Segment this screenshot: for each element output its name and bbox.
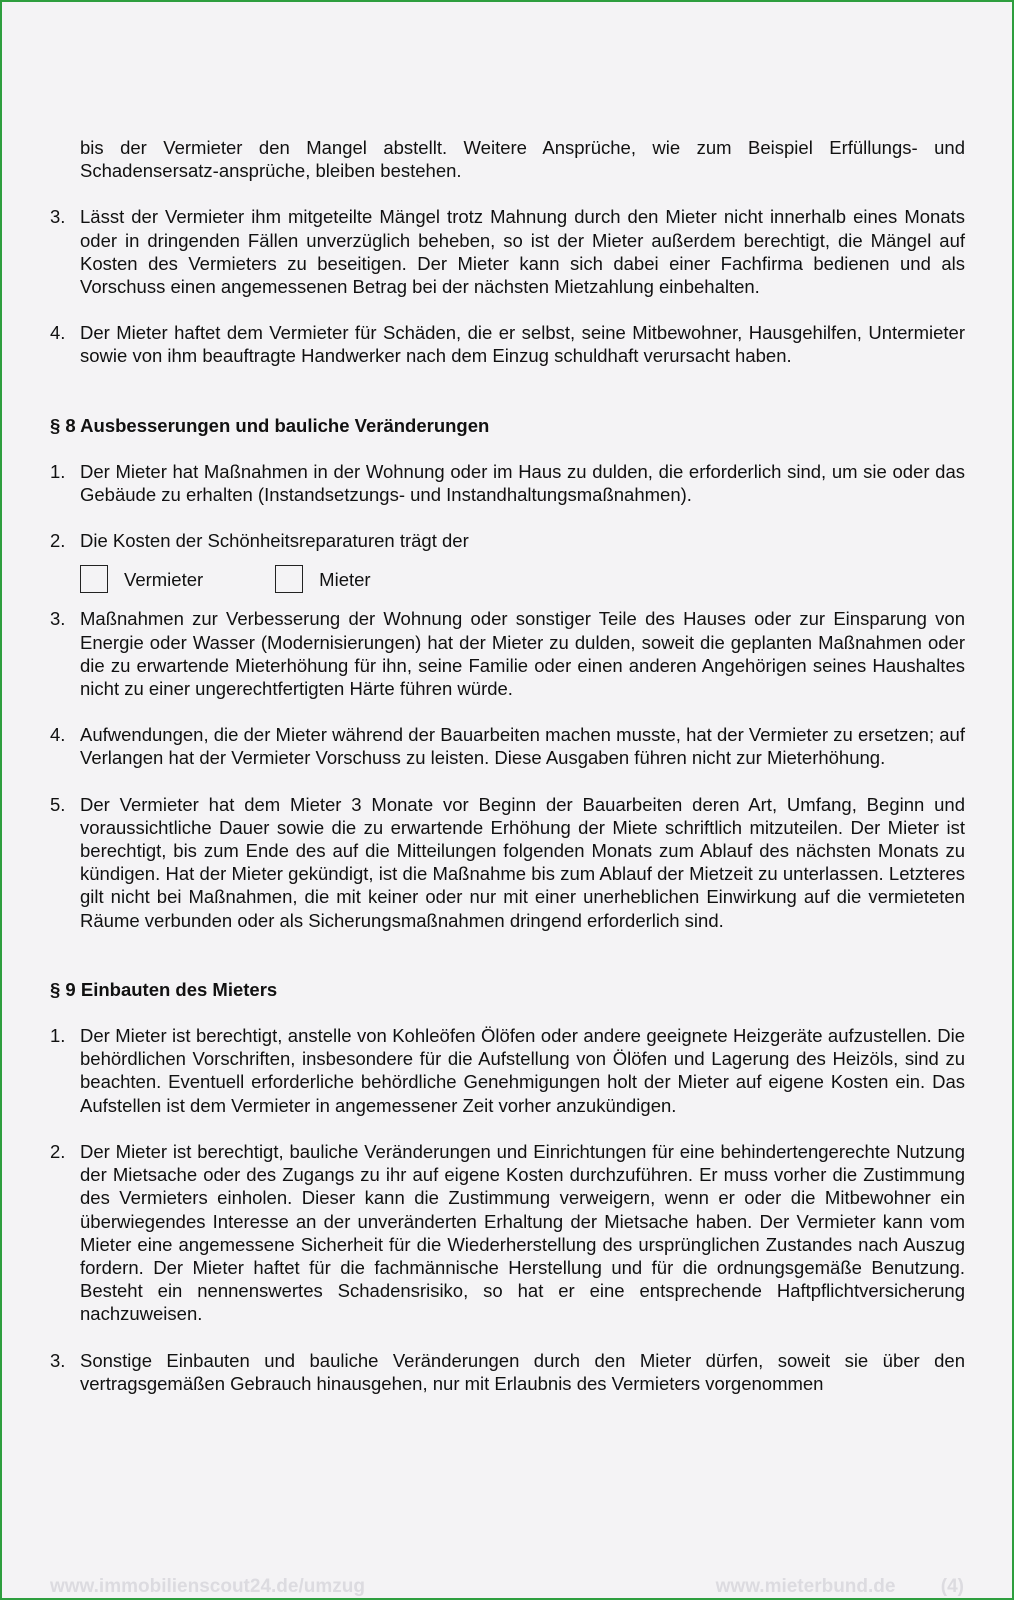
vermieter-label: Vermieter [124, 568, 204, 590]
mieter-checkbox[interactable] [275, 565, 303, 593]
vermieter-checkbox[interactable] [80, 565, 108, 593]
list-item [50, 793, 965, 932]
section-heading-9: § 9 Einbauten des Mieters [50, 978, 278, 1000]
list-text: Die Kosten der Schönheitsreparaturen trägt der [80, 530, 469, 552]
list-text: Aufwendungen, die der Mieter während der Bauarbeiten machen musste, hat der Vermieter zu ersetzen; auf Verlangen hat der Vermieter Vorschuss zu leisten. Diese Ausgaben führen nicht zur Mieterhöhung. [80, 724, 965, 769]
list-item [50, 529, 965, 552]
footer-link-mieterbund[interactable]: www.mieterbund.de [715, 1576, 896, 1597]
list-item [50, 321, 965, 367]
list-number: 1. [50, 460, 66, 482]
continuation-paragraph: bis der Vermieter den Mangel abstellt. Weitere Ansprüche, wie zum Beispiel Erfüllungs- und Schadensersatz-ansprüche, bleiben bestehen. [80, 137, 965, 182]
list-text: Der Vermieter hat dem Mieter 3 Monate vor Beginn der Bauarbeiten deren Art, Umfang, Beginn und voraussichtliche Dauer sowie die zu erwartende Erhöhung der Miete schriftlich mitzuteilen. Der Mieter ist berechtigt, bis zum Ende des auf die Mitteilungen folgenden Monats zum Ablauf des nächsten Monats zu kündigen. Hat der Mieter gekündigt, ist die Maßnahme bis zum Ablauf der Mietzeit zu unterlassen. Letzteres gilt nicht bei Maßnahmen, die mit keiner oder nur mit einer unerheblichen Einwirkung auf die vermieteten Räume verbunden oder als Sicherungsmaßnahmen dringend erforderlich sind. [80, 793, 965, 931]
list-item [50, 1349, 965, 1395]
page-number: (4) [940, 1576, 964, 1597]
page-footer [50, 1576, 964, 1598]
footer-link-immobilienscout[interactable]: www.immobilienscout24.de/umzug [50, 1576, 365, 1597]
list-item [50, 1140, 965, 1326]
list-number: 2. [50, 530, 66, 552]
list-item [50, 1024, 965, 1117]
list-item [50, 460, 965, 506]
list-number: 1. [50, 1025, 66, 1047]
list-text: Der Mieter haftet dem Vermieter für Schäden, die er selbst, seine Mitbewohner, Hausgehilfen, Untermieter sowie von ihm beauftragte Handwerker nach dem Einzug schuldhaft verursacht haben. [80, 322, 965, 367]
list-item [50, 723, 965, 769]
list-text: Der Mieter hat Maßnahmen in der Wohnung oder im Haus zu dulden, die erforderlich sind, um sie oder das Gebäude zu erhalten (Instandsetzungs- und Instandhaltungsmaßnahmen). [80, 460, 965, 506]
list-item [50, 607, 965, 700]
list-text: Maßnahmen zur Verbesserung der Wohnung oder sonstiger Teile des Hauses oder zur Einsparung von Energie oder Wasser (Modernisierungen) hat der Mieter zu dulden, soweit die geplanten Maßnahmen oder die zu erwartende Mieterhöhung für ihn, seine Familie oder einen anderen Angehörigen seines Haushaltes nicht zu einer ungerechtfertigten Härte führen würde. [80, 608, 965, 700]
list-text: Lässt der Vermieter ihm mitgeteilte Mängel trotz Mahnung durch den Mieter nicht innerhalb eines Monats oder in dringenden Fällen unverzüglich beheben, so ist der Mieter außerdem berechtigt, die Mängel auf Kosten des Vermieters zu beseitigen. Der Mieter kann sich dabei einer Fachfirma bedienen und als Vorschuss einen angemessenen Betrag bei der nächsten Mietzahlung einbehalten. [80, 206, 965, 298]
mieter-label: Mieter [319, 568, 371, 590]
list-text: Der Mieter ist berechtigt, anstelle von Kohleöfen Ölöfen oder andere geeignete Heizgeräte aufzustellen. Die behördlichen Vorschriften, insbesondere für die Aufstellung von Ölöfen und Lagerung des Heizöls, sind zu beachten. Eventuell erforderliche behördliche Genehmigungen holt der Mieter auf eigene Kosten ein. Das Aufstellen ist dem Vermieter in angemessener Zeit vorher anzukündigen. [80, 1025, 965, 1116]
list-number: 3. [50, 608, 66, 630]
cost-bearer-options [50, 562, 965, 596]
list-number: 5. [50, 793, 66, 815]
document-body [50, 136, 965, 1395]
list-number: 3. [50, 1349, 66, 1371]
list-number: 4. [50, 724, 66, 746]
footer-right [716, 1576, 964, 1598]
list-number: 4. [50, 322, 66, 344]
list-number: 3. [50, 206, 66, 228]
list-item [50, 205, 965, 298]
list-number: 2. [50, 1140, 66, 1162]
option-vermieter[interactable] [80, 565, 203, 593]
section-heading-8: § 8 Ausbesserungen und bauliche Veränderungen [50, 414, 490, 436]
option-mieter[interactable] [275, 565, 370, 593]
list-text: Der Mieter ist berechtigt, bauliche Veränderungen und Einrichtungen für eine behindertengerechte Nutzung der Mietsache oder des Zugangs zu ihr auf eigene Kosten durchzuführen. Er muss vorher die Zustimmung des Vermieters einholen. Dieser kann die Zustimmung verweigern, wenn er oder die Mitbewohner ein überwiegendes Interesse an der unveränderten Erhaltung der Mietsache haben. Der Vermieter kann vom Mieter eine angemessene Sicherheit für die Wiederherstellung des ursprünglichen Zustandes nach Auszug fordern. Der Mieter haftet für die fachmännische Herstellung und für die ordnungsgemäße Benutzung. Besteht ein nennenswertes Schadensrisiko, so hat er eine entsprechende Haftpflichtversicherung nachzuweisen. [80, 1140, 965, 1325]
list-text: Sonstige Einbauten und bauliche Veränderungen durch den Mieter dürfen, soweit sie über den vertragsgemäßen Gebrauch hinausgehen, nur mit Erlaubnis des Vermieters vorgenommen [80, 1349, 965, 1394]
